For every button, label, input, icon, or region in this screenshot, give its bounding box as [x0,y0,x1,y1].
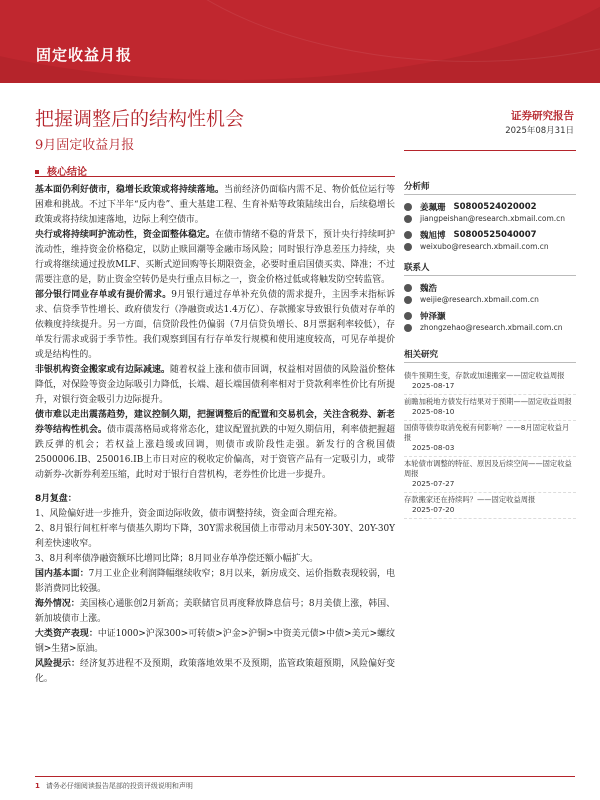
contact-email[interactable]: zhongzehao@research.xbmail.com.cn [420,323,563,332]
report-title: 把握调整后的结构性机会 [35,108,245,130]
related-report-link[interactable] [404,421,576,457]
paragraph [35,288,395,363]
related-report-link[interactable] [404,395,576,421]
review-text: 经济复苏进程不及预期，政策落地效果不及预期，监管政策超预期，风险偏好变化。 [35,659,395,684]
person-icon [404,231,412,239]
review-item: 1、风险偏好进一步推升，资金面边际收敛，债市调整持续，资金面合理充裕。 [35,509,343,519]
report-date: 2025年08月31日 [505,126,574,136]
paragraph [35,228,395,288]
paragraph-lead: 央行或将持续呵护流动性，资金面整体稳定。 [35,230,216,240]
related-date: 2025-07-27 [412,479,455,488]
paragraph [35,363,395,408]
footer [35,781,193,791]
review-label: 海外情况： [35,599,80,609]
related-report-link[interactable] [404,457,576,493]
related-report-link[interactable] [404,369,576,395]
related-title: 债牛预期生变，存款或加速搬家——固定收益周报 [404,371,565,380]
related-title: 本轮债市调整的特征、原因及后续空间——固定收益周报 [404,459,572,478]
analyst-email[interactable]: weixubo@research.xbmail.com.cn [420,242,549,251]
analyst-entry [404,201,576,225]
paragraph [35,183,395,228]
key-points-divider [35,176,395,177]
paragraph [35,408,395,483]
review-item: 2、8月银行间杠杆率与债基久期均下降，30Y需求税国债上市带动月末50Y-30Y、20Y-30Y利差快速收窄。 [35,524,395,549]
mail-icon [404,324,412,332]
analyst-email[interactable]: jiangpeishan@research.xbmail.com.cn [420,214,566,223]
analyst-cert: S0800524020002 [453,202,537,212]
paragraph-lead: 债市难以走出震荡趋势，建议控制久期，把握调整后的配置和交易机会，关注含税券、新老券等结构性机会。 [35,410,395,435]
review-text: 中证1000>沪深300>可转债>沪金>沪铜>中资美元债>中债>美元>螺纹钢>生猪>原油。 [35,629,395,654]
paragraph-text: 在债市情绪不稳的背景下，预计央行持续呵护流动性，维持资金价格稳定，以防止赎回潮等金融市场风险；同时银行净息差压力持续，央行或将继续通过投放MLF、买断式逆回购等长期限资金，必要时重启国债买卖、降准；不过需要注意的是，防止资金空转仍是央行重点目标之一，资金价格过低或将触发防空转监管。 [35,230,395,285]
report-type: 证券研究报告 [511,110,574,122]
key-points-label: 核心结论 [47,167,87,178]
review-labeled-item [35,627,395,657]
paragraph-lead: 部分银行同业存单或有提价需求。 [35,290,172,300]
band-title: 固定收益月报 [36,46,133,64]
analysts-heading: 分析师 [404,178,576,195]
page-number: 1 [35,782,40,790]
analyst-cert: S0800525040007 [453,230,537,240]
related-title: 国债等债券取消免税有何影响？——8月固定收益月报 [404,423,570,442]
related-date: 2025-08-10 [412,407,455,416]
paragraph-text: 债市震荡格局或将常态化，建议配置抗跌的中短久期信用，利率债把握超跌反弹的机会；若权益上涨趋缓或回调，则债市或阶段性走强。新发行的含税国债2500006.IB、250016.IB上市日对应的税收定价偏高，对于资管产品有一定吸引力，或带动新券-次新券利差压缩，此时对于银行自营机构，老券性价比进一步提升。 [35,425,396,480]
analyst-name: 姜珮珊 [420,203,446,213]
review-text: 美国核心通胀创2月新高；美联储官员再度释放降息信号；8月美债上涨，韩国、新加坡债市上涨。 [35,599,396,624]
main-body [35,183,395,687]
review-label: 国内基本面： [35,569,89,579]
analyst-entry [404,229,576,253]
mail-icon [404,243,412,251]
review-labeled-item [35,597,395,627]
review-label: 大类资产表现： [35,629,98,639]
review-label: 风险提示： [35,659,81,669]
contact-name: 钟泽灏 [420,312,446,322]
review-labeled-item [35,657,395,687]
report-subtitle: 9月固定收益月报 [35,138,135,153]
contact-name: 魏浩 [420,284,438,294]
mail-icon [404,215,412,223]
related-date: 2025-08-03 [412,443,455,452]
review-item: 3、8月利率债净融资额环比增同比降；8月同业存单净偿还额小幅扩大。 [35,554,319,564]
related-report-link[interactable] [404,493,576,519]
bullet-icon [35,170,39,174]
paragraph-lead: 基本面仍利好债市，稳增长政策或将持续落地。 [35,185,225,195]
related-title: 存款搬家还在持续吗？——固定收益周报 [404,495,536,504]
related-title: 前瞻加税地方债发行结果对于预期——固定收益周报 [404,397,572,406]
paragraph-text: 当前经济仍面临内需不足、物价低位运行等困难和挑战。不过下半年“反内卷”、重大基建工程、生育补贴等政策陆续出台，后续稳增长政策或将持续加速落地，边际上利空债市。 [35,185,396,225]
footer-divider [35,776,575,777]
person-icon [404,203,412,211]
related-date: 2025-07-20 [412,505,455,514]
paragraph-text: 9月银行通过存单补充负债的需求提升，主因季末指标诉求、信贷季节性增长、政府债发行（净融资或达1.4万亿）、存款搬家导致银行负债对存单的依赖度持续提升。另一方面，信贷阶段性仍偏弱（7月信贷负增长、8月票据利率较低），存单发行需求或弱于季节性。我们观察到国有行存单发行规模和使用速度较高，可见存单提价或是结构性的。 [35,290,395,360]
footer-disclaimer: 请务必仔细阅读报告尾部的投资评级说明和声明 [45,782,193,790]
related-date: 2025-08-17 [412,381,455,390]
header-band [0,0,600,83]
related-heading: 相关研究 [404,346,576,363]
analyst-name: 魏旭博 [420,231,446,241]
paragraph-text: 随着权益上涨和债市回调，权益相对固债的风险溢价整体降低，对保险等资金边际吸引力降低，长端、超长端国债利率相对于贷款利率性价比有所提升，对银行资金吸引力边际提升。 [35,365,395,405]
contacts-heading: 联系人 [404,259,576,276]
person-icon [404,312,412,320]
contact-email[interactable]: weijie@research.xbmail.com.cn [420,295,539,304]
review-text: 7月工业企业利润降幅继续收窄；8月以来，新房成交、运价指数表现较弱，电影消费同比较强。 [35,569,396,594]
contact-entry [404,310,576,334]
review-heading: 8月复盘： [35,494,77,504]
sidebar [404,178,576,519]
paragraph-lead: 非银机构资金搬家或有边际减速。 [35,365,171,375]
mail-icon [404,296,412,304]
right-divider [404,150,576,151]
contact-entry [404,282,576,306]
review-labeled-item [35,567,395,597]
person-icon [404,284,412,292]
